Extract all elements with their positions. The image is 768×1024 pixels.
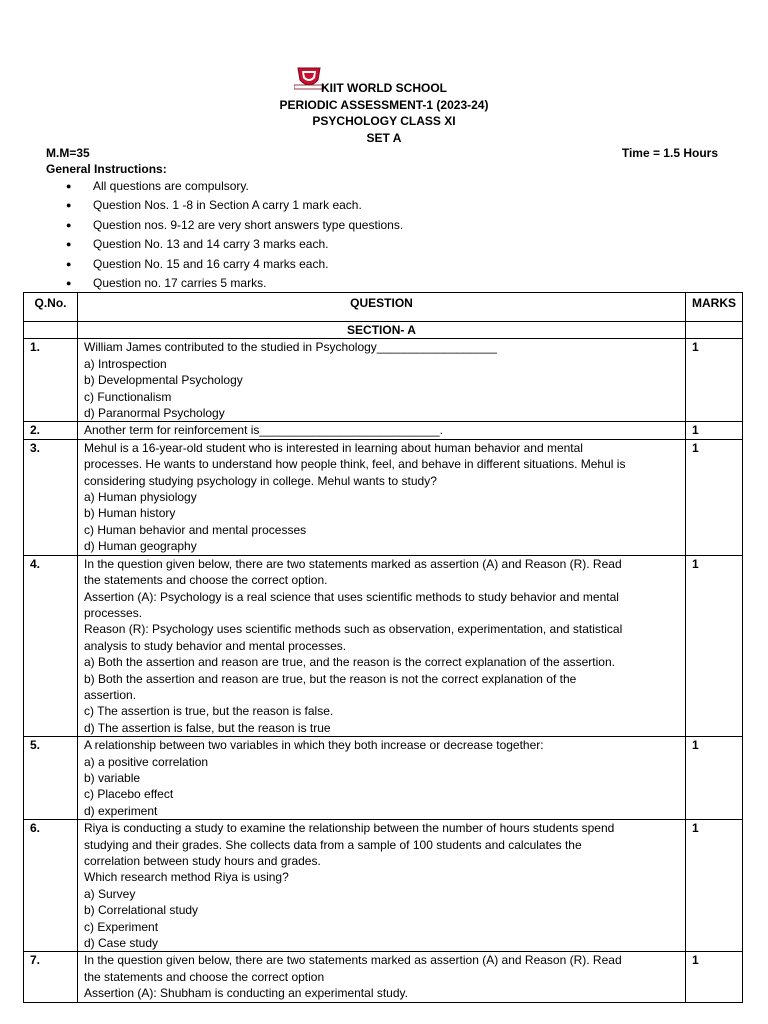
question-line: studying and their grades. She collects data from a sample of 100 students and calculates the [84, 837, 582, 852]
question-marks: 1 [686, 339, 743, 422]
table-row [24, 439, 743, 555]
instruction-item: ● Question no. 17 carries 5 marks. [66, 275, 403, 294]
table-row [24, 555, 743, 736]
table-row [24, 952, 743, 1002]
question-text-cell [78, 952, 686, 1002]
instruction-item: ● Question No. 13 and 14 carry 3 marks each. [66, 236, 403, 255]
question-line: correlation between study hours and grades. [84, 854, 321, 868]
question-line: Riya is conducting a study to examine the relationship between the number of hours students spend [84, 821, 615, 836]
question-marks: 1 [686, 952, 743, 1002]
table-row [24, 737, 743, 820]
question-line: b) Correlational study [84, 903, 199, 918]
question-line: a) Human physiology [84, 490, 197, 505]
instruction-item: ● Question Nos. 1 -8 in Section A carry 1 mark each. [66, 197, 403, 216]
section-row [24, 322, 743, 339]
table-row [24, 422, 743, 439]
question-line: Mehul is a 16-year-old student who is interested in learning about human behavior and mental [84, 440, 583, 455]
question-line: a) a positive correlation [84, 754, 209, 769]
question-line: d) Paranormal Psychology [84, 406, 225, 421]
instructions-list [66, 178, 403, 294]
table-header-row [24, 293, 743, 322]
question-table [23, 292, 743, 1003]
question-line: c) Functionalism [84, 389, 172, 404]
column-header-question: QUESTION [78, 293, 686, 322]
question-line: c) Human behavior and mental processes [84, 522, 307, 537]
question-line: Which research method Riya is using? [84, 870, 289, 885]
question-text-cell [78, 555, 686, 736]
exam-title: PERIODIC ASSESSMENT-1 (2023-24) [279, 98, 489, 112]
question-line: Reason (R): Psychology uses scientific methods such as observation, experimentation, and statistical [84, 622, 623, 637]
question-line: d) experiment [84, 803, 158, 818]
question-marks: 1 [686, 737, 743, 820]
question-line: the statements and choose the correct option. [84, 573, 328, 588]
question-line: b) Developmental Psychology [84, 373, 243, 388]
question-number: 3. [24, 439, 78, 555]
question-number: 1. [24, 339, 78, 422]
question-text-cell [78, 820, 686, 952]
question-marks: 1 [686, 820, 743, 952]
question-number: 6. [24, 820, 78, 952]
question-line: b) Both the assertion and reason are true, but the reason is not the correct explanation of the [84, 671, 577, 686]
question-line: Assertion (A): Shubham is conducting an experimental study. [84, 986, 408, 1001]
question-line: d) Case study [84, 936, 159, 951]
section-title: SECTION- A [78, 322, 686, 339]
question-line: d) Human geography [84, 539, 197, 554]
question-text-cell [78, 737, 686, 820]
question-line: c) Placebo effect [84, 787, 174, 802]
question-line: a) Introspection [84, 356, 167, 371]
section-blank-cell [24, 322, 78, 339]
question-number: 5. [24, 737, 78, 820]
question-marks: 1 [686, 422, 743, 439]
max-marks: M.M=35 [46, 146, 90, 160]
question-line: In the question given below, there are two statements marked as assertion (A) and Reason (R). Read [84, 953, 622, 968]
question-line: the statements and choose the correct option [84, 969, 325, 984]
question-line: d) The assertion is false, but the reason is true [84, 720, 331, 735]
question-table-body [24, 322, 743, 1003]
question-line: a) Both the assertion and reason are true, and the reason is the correct explanation of the assertion. [84, 655, 615, 670]
time-allowed: Time = 1.5 Hours [621, 146, 718, 160]
table-row [24, 820, 743, 952]
question-text-cell [78, 422, 686, 439]
question-line: a) Survey [84, 886, 136, 901]
question-number: 4. [24, 555, 78, 736]
question-line: A relationship between two variables in which they both increase or decrease together: [84, 738, 544, 753]
question-line: processes. [84, 605, 143, 620]
question-line: b) variable [84, 770, 141, 785]
question-number: 2. [24, 422, 78, 439]
column-header-marks: MARKS [686, 293, 743, 322]
question-line: c) The assertion is true, but the reason is false. [84, 704, 334, 719]
table-row [24, 339, 743, 422]
column-header-qno: Q.No. [24, 293, 78, 322]
instruction-item: ● All questions are compulsory. [66, 178, 403, 197]
question-marks: 1 [686, 439, 743, 555]
question-line: assertion. [84, 687, 137, 702]
question-text-cell [78, 439, 686, 555]
instructions-title: General Instructions: [46, 162, 167, 176]
question-line: b) Human history [84, 506, 176, 521]
question-line: analysis to study behavior and mental processes. [84, 638, 347, 653]
question-line: In the question given below, there are two statements marked as assertion (A) and Reason (R). Read [84, 556, 622, 571]
question-number: 7. [24, 952, 78, 1002]
school-name: KIIT WORLD SCHOOL [321, 81, 447, 95]
subject-title: PSYCHOLOGY CLASS XI [312, 114, 456, 128]
question-text-cell [78, 339, 686, 422]
question-line: c) Experiment [84, 919, 159, 934]
set-label: SET A [366, 131, 402, 145]
section-blank-cell [686, 322, 743, 339]
question-line: William James contributed to the studied in Psychology__________________ [84, 340, 497, 355]
question-line: Assertion (A): Psychology is a real science that uses scientific methods to study behavior and mental [84, 589, 619, 604]
question-line: Another term for reinforcement is___________________________. [84, 423, 443, 438]
instruction-item: ● Question No. 15 and 16 carry 4 marks each. [66, 256, 403, 275]
question-line: processes. He wants to understand how people think, feel, and behave in different situations. Mehul is [84, 457, 626, 472]
instruction-item: ● Question nos. 9-12 are very short answers type questions. [66, 217, 403, 236]
question-line: considering studying psychology in college. Mehul wants to study? [84, 473, 437, 488]
question-marks: 1 [686, 555, 743, 736]
